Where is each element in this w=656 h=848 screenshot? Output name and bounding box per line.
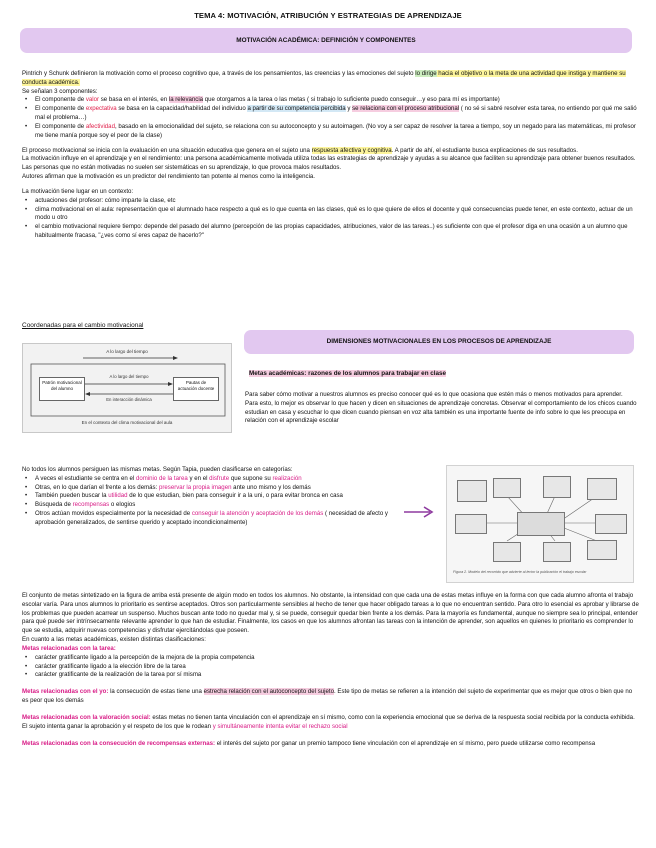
figure-box xyxy=(587,540,617,560)
components-intro: Se señalan 3 componentes: xyxy=(22,87,98,95)
coordenadas-diagram xyxy=(22,343,232,433)
box-pautas-docente: Pautas de actuación docente xyxy=(173,377,219,401)
meta-recompensas-paragraph: Metas relacionadas con la consecución de recompensas externas: el interés del sujeto por ganar un premio tampoco tiene vinculación con el aprendizaje en sí mismo, pero puede utilizarse como recompensa xyxy=(22,739,596,747)
tapia-item: • Búsqueda de recompensas o elogios xyxy=(22,501,410,510)
metas-tarea-item: • carácter gratificante ligado a la elección libre de la tarea xyxy=(22,663,640,672)
context-item: • actuaciones del profesor: cómo imparte la clase, etc xyxy=(22,197,640,206)
tapia-item: • Otros actúan movidos especialmente por la necesidad de conseguir la atención y aceptación de los demás ( necesidad de afecto y aprobación generalizados, de sentirse querido y aceptado incondicionalmente) xyxy=(22,510,410,528)
process-paragraph: El proceso motivacional se inicia con la evaluación en una situación educativa que genera en el sujeto una respuesta afectiva y cognitiva. A partir de ahí, el estudiante busca explicaciones de sus resultados. La motivación influye en el aprendizaje y en el rendimiento: una persona académicamente motivada utiliza todas las estrategias de aprendizaje y ayudas a su alcance que faciliten su aprendizaje para obtener buenos resultados. Las personas que no están motivadas no suelen ser sistemáticas en su aprendizaje, lo que provoca malos resultados. Autores afirman que la motivación es un predictor del rendimiento tan potente al menos como la inteligencia. xyxy=(22,146,636,181)
figure-caption: Figura 2. Modelo del recorrido que advierte al lector la publicación el trabajo escolar xyxy=(453,570,587,574)
coordenadas-title: Coordenadas para el cambio motivacional xyxy=(22,322,144,329)
tapia-item: • También pueden buscar la utilidad de lo que estudian, bien para conseguir ir a la uni, o para evitar bronca en casa xyxy=(22,492,410,501)
component-expectativa: • El componente de expectativa se basa en la capacidad/habilidad del individuo a partir de su competencia percibida y se relaciona con el proceso atribucional ( no sé si sabré resolver esta tarea, no entiendo por qué me salió mal el problema…) xyxy=(22,105,640,123)
text-run: Pintrich y Schunk definieron la motivación como el proceso cognitivo que, a través de los pensamientos, las creencias y las emociones del sujeto xyxy=(22,70,416,77)
figure-box xyxy=(457,480,487,502)
box-patron-motivacional: Patrón motivacional del alumno xyxy=(39,377,85,401)
document-title: TEMA 4: MOTIVACIÓN, ATRIBUCIÓN Y ESTRATEGIAS DE APRENDIZAJE xyxy=(194,11,462,20)
intro-section xyxy=(22,70,640,241)
context-title: La motivación tiene lugar en un contexto: xyxy=(22,187,134,195)
highlight-text: hacia el objetivo o la meta de una actividad que instiga y mantiene su conducta académica. xyxy=(22,70,626,86)
tapia-item: • Otras, en lo que darían el frente a los demás: preservar la propia imagen ante uno mismo y los demás xyxy=(22,484,410,493)
components-list xyxy=(22,96,640,140)
figure-center-box xyxy=(517,512,565,536)
context-item: • clima motivacional en el aula: representación que el alumnado hace respecto a qué es lo que cuenta en las clases, qué es lo que quiere de ellos el docente y qué consecuencias puede tener, en este contexto, actuar de un modo u otro xyxy=(22,206,640,224)
figure-box xyxy=(543,542,571,562)
lower-section xyxy=(22,592,640,748)
figure-box xyxy=(493,478,521,498)
metas-paragraph: Para saber cómo motivar a nuestros alumnos es preciso conocer qué es lo que ocasiona que estén más o menos motivados para aprender. Para esto, lo mejor es observar lo que hacen y dicen en situaciones de aprendizaje concretas. Observar el comportamiento de los chicos cuando estudian en casa y escuchar lo que dicen cuando piensan en voz alta también es una importante fuente de info sobre lo que les preocupa en relación con el aprendizaje escolar xyxy=(245,391,637,425)
context-item: • el cambio motivacional requiere tiempo: depende del pasado del alumno (percepción de las propias capacidades, atribuciones, valor de las tareas..) es suficiente con que el profesor diga en una ocasión a un alumno que habitualmente fracasa, "¿ves como sí eres capaz de hacerlo?" xyxy=(22,223,640,241)
intro-paragraph xyxy=(22,70,640,96)
figure-box xyxy=(543,476,571,498)
metas-figure xyxy=(446,465,634,583)
meta-yo-paragraph: Metas relacionadas con el yo: la consecución de estas tiene una estrecha relación con el autoconcepto del sujeto. Este tipo de metas se refieren a la intención del sujeto de experimentar que es mejor que otros o bien que no es peor que los demás xyxy=(22,688,633,705)
metas-title-text: Metas académicas: razones de los alumnos para trabajar en clase xyxy=(249,370,447,377)
long-paragraph: El conjunto de metas sintetizado en la figura de arriba está presente de algún modo en todos los alumnos. No obstante, la intensidad con que cada una de estas metas influye en la forma con que cada alumno afronta el trabajo escolar varía. Para unos alumnos lo prioritario es sentirse aceptados. Otros son particularmente sensibles al hecho de tener que hacer obligado tareas a lo que no encuentran sentido. Para otro lo esencial es aprobar y librarse de los problemas que pueden acarrear un suspenso. Muchos buscan ante todo no quedar mal y, si se puede, conseguir quedar bien frente a los demás. Para la mayoría es fundamental, aunque no siempre sea lo principal, entender para qué puede ser intrínsecamente relevante aprender lo que han de estudiar. Finalmente, los casos en que los alumnos afrontan las tareas con la intención de aprender, son aquellos en quienes lo prioritario es comprender lo que se estudia, adquirir nuevas competencias y disfrutar ejercitándolas que poseen. xyxy=(22,592,639,635)
component-valor: • El componente de valor se basa en el interés, en la relevancia que otorgamos a la tarea o las metas ( si trabajo lo suficiente puedo conseguir…y eso para mí es importante) xyxy=(22,96,640,105)
diagram-mid-top: A lo largo del tiempo xyxy=(109,374,149,379)
section-banner-motivacion: MOTIVACIÓN ACADÉMICA: DEFINICIÓN Y COMPONENTES xyxy=(20,28,632,53)
metas-class-intro: En cuanto a las metas académicas, existen distintas clasificaciones: xyxy=(22,636,206,644)
tapia-section xyxy=(22,466,410,528)
component-afectividad: • El componente de afectividad, basado en la emocionalidad del sujeto, se relaciona con su autoconcepto y su autoimagen. (No voy a ser capaz de resolver la tarea a tiempo, soy un negado para las matemáticas, mi profesor me tiene manía porque soy el peor de la clase) xyxy=(22,123,640,141)
arrow-right-icon xyxy=(402,505,436,519)
highlight-dirige: lo dirige xyxy=(415,70,437,77)
figure-box xyxy=(493,542,521,562)
metas-tarea-item: • carácter gratificante de la realización de la tarea por sí misma xyxy=(22,671,640,680)
meta-social-paragraph: Metas relacionadas con la valoración social: estas metas no tienen tanta vinculación con el aprendizaje en sí mismo, como con la experiencia emocional que se deriva de la respuesta social recibida por la conducta exhibida. El sujeto intenta ganar la aprobación y el respeto de los que le rodean y simultáneamente intenta evitar el rechazo social xyxy=(22,713,635,730)
diagram-bottom-label: En el contexto del clima motivacional del aula xyxy=(81,420,173,425)
figure-box xyxy=(455,514,487,534)
context-list xyxy=(22,197,640,241)
metas-title xyxy=(249,369,446,378)
tapia-intro: No todos los alumnos persiguen las mismas metas. Según Tapia, pueden clasificarse en categorías: xyxy=(22,466,293,473)
diagram-top-label: A lo largo del tiempo xyxy=(106,349,148,354)
metas-tarea-item: • carácter gratificante ligado a la percepción de la mejora de la propia competencia xyxy=(22,654,640,663)
figure-box xyxy=(587,478,617,500)
metas-tarea-title: Metas relacionadas con la tarea: xyxy=(22,644,116,652)
section-banner-dimensiones: DIMENSIONES MOTIVACIONALES EN LOS PROCESOS DE APRENDIZAJE xyxy=(244,330,634,354)
diagram-mid-bottom: En interacción dinámica xyxy=(106,397,152,402)
figure-box xyxy=(595,514,627,534)
metas-tarea-list xyxy=(22,654,640,680)
tapia-item: • A veces el estudiante se centra en el dominio de la tarea y en el disfrute que supone su realización xyxy=(22,475,410,484)
tapia-list xyxy=(22,475,410,528)
